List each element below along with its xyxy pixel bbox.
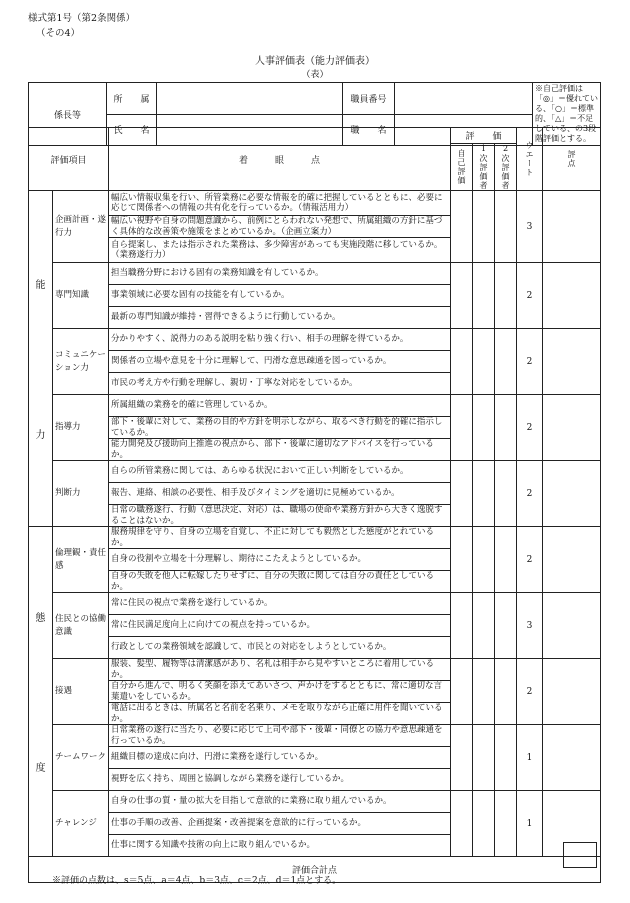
weight-value: 2: [517, 329, 543, 395]
first-eval-cell[interactable]: [473, 725, 495, 791]
affiliation-field[interactable]: [157, 83, 343, 115]
weight-value: 2: [517, 263, 543, 329]
weight-value: 2: [517, 461, 543, 527]
criterion: 自身の失敗を他人に転嫁したりせずに、自分の失敗に関しては自分の責任としているか。: [109, 571, 451, 593]
second-eval-cell[interactable]: [495, 593, 517, 659]
criterion: 所属組織の業務を的確に管理しているか。: [109, 395, 451, 417]
sub-number: （その4）: [36, 28, 81, 39]
item-name: 倫理観・責任感: [53, 527, 109, 593]
col-second: 2次評価者: [501, 144, 511, 190]
weight-value: 1: [517, 725, 543, 791]
col-weight: ウエート: [525, 141, 535, 177]
score-cell[interactable]: [543, 395, 601, 461]
weight-value: 2: [517, 659, 543, 725]
criterion: 関係者の立場や意見を十分に理解して、円滑な意思疎通を図っているか。: [109, 351, 451, 373]
criterion: 服務規律を守り、自身の立場を自覚し、不正に対しても毅然とした態度がとれているか。: [109, 527, 451, 549]
first-eval-cell[interactable]: [473, 659, 495, 725]
item-name: チームワーク: [53, 725, 109, 791]
criterion: 最新の専門知識が維持・習得できるように行動しているか。: [109, 307, 451, 329]
criterion: 自ら提案し、または指示された業務は、多少障害があっても実施段階に移しているか。（業務遂行力）: [109, 238, 451, 263]
item-name: 指導力: [53, 395, 109, 461]
score-cell[interactable]: [543, 593, 601, 659]
first-eval-cell[interactable]: [473, 395, 495, 461]
employee-no-label: 職員番号: [343, 83, 395, 115]
criterion: 担当職務分野における固有の業務知識を有しているか。: [109, 263, 451, 285]
criterion: 自身の役割や立場を十分理解し、期待にこたえようとしているか。: [109, 549, 451, 571]
item-name: 判断力: [53, 461, 109, 527]
item-name: 接遇: [53, 659, 109, 725]
criterion: 自分から進んで、明るく笑顔を添えてあいさつ、声かけをするとともに、常に適切な言葉遣いをしているか。: [109, 681, 451, 703]
employee-no-field[interactable]: [395, 83, 533, 115]
category-label: 態: [35, 613, 46, 624]
criterion: 組織目標の達成に向け、円滑に業務を遂行しているか。: [109, 747, 451, 769]
item-name: コミュニケーション力: [53, 329, 109, 395]
first-eval-cell[interactable]: [473, 791, 495, 857]
footnote: ※評価の点数は、s＝5点、a＝4点、b＝3点、c＝2点、d＝1点とする。: [52, 876, 342, 886]
weight-value: 2: [517, 527, 543, 593]
second-eval-cell[interactable]: [495, 725, 517, 791]
weight-value: 2: [517, 395, 543, 461]
self-eval-cell[interactable]: [451, 461, 473, 527]
criterion: 自らの所管業務に関しては、あらゆる状況において正しい判断をしているか。: [109, 461, 451, 483]
criterion: 分かりやすく、説得力のある説明を粘り強く行い、相手の理解を得ているか。: [109, 329, 451, 351]
self-eval-cell[interactable]: [451, 659, 473, 725]
self-eval-cell[interactable]: [451, 725, 473, 791]
self-eval-note: ※自己評価は「◎」＝優れている、「○」＝標準的、「△」＝不足している、の3段階評価とする。: [533, 83, 601, 146]
page-title: 人事評価表（能力評価表）: [255, 56, 375, 67]
category-cell: [29, 527, 53, 857]
col-item: 評価項目: [29, 128, 109, 191]
category-label: 力: [35, 430, 46, 441]
second-eval-cell[interactable]: [495, 395, 517, 461]
criterion: 幅広い情報収集を行い、所管業務に必要な情報を的確に把握しているとともに、必要に応じて関係者への情報の共有化を行っているか。（情報活用力）: [109, 191, 451, 216]
second-eval-cell[interactable]: [495, 191, 517, 263]
criterion: 常に住民の視点で業務を遂行しているか。: [109, 593, 451, 615]
criterion: 服装、髪型、履物等は清潔感があり、名札は相手から見やすいところに着用しているか。: [109, 659, 451, 681]
criterion: 市民の考え方や行動を理解し、親切・丁寧な対応をしているか。: [109, 373, 451, 395]
self-eval-cell[interactable]: [451, 593, 473, 659]
first-eval-cell[interactable]: [473, 593, 495, 659]
criterion: 仕事の手順の改善、企画提案・改善提案を意欲的に行っているか。: [109, 813, 451, 835]
first-eval-cell[interactable]: [473, 191, 495, 263]
criterion: 報告、連絡、相談の必要性、相手及びタイミングを適切に見極めているか。: [109, 483, 451, 505]
criterion: 日常の職務遂行、行動（意思決定、対応）は、職場の使命や業務方針から大きく逸脱することはないか。: [109, 505, 451, 527]
score-cell[interactable]: [543, 659, 601, 725]
category-cell: [29, 191, 53, 527]
page-subtitle: （表）: [301, 70, 329, 80]
score-cell[interactable]: [543, 461, 601, 527]
second-eval-cell[interactable]: [495, 263, 517, 329]
first-eval-cell[interactable]: [473, 527, 495, 593]
evaluation-table: [28, 127, 601, 883]
score-cell[interactable]: [543, 329, 601, 395]
score-cell[interactable]: [543, 527, 601, 593]
item-name: 住民との協働意識: [53, 593, 109, 659]
criterion: 日常業務の遂行に当たり、必要に応じて上司や部下・後輩・同僚との協力や意思疎通を行っているか。: [109, 725, 451, 747]
category-label: 度: [35, 763, 46, 774]
col-self: 自己評価: [457, 149, 467, 185]
item-name: 企画計画・遂行力: [53, 191, 109, 263]
score-cell[interactable]: [543, 725, 601, 791]
criterion: 行政としての業務領域を認識して、市民との対応をしようとしているか。: [109, 637, 451, 659]
second-eval-cell[interactable]: [495, 329, 517, 395]
self-eval-cell[interactable]: [451, 329, 473, 395]
criterion: 能力開発及び援助向上推進の視点から、部下・後輩に適切なアドバイスを行っているか。: [109, 439, 451, 461]
item-name: チャレンジ: [53, 791, 109, 857]
first-eval-cell[interactable]: [473, 461, 495, 527]
col-score: 評点: [567, 150, 577, 168]
position-label: 職 名: [343, 114, 395, 146]
self-eval-cell[interactable]: [451, 395, 473, 461]
self-eval-cell[interactable]: [451, 191, 473, 263]
total-score-box[interactable]: [563, 842, 597, 868]
criterion: 自身の仕事の質・量の拡大を目指して意欲的に業務に取り組んでいるか。: [109, 791, 451, 813]
criterion: 事業領域に必要な固有の技能を有しているか。: [109, 285, 451, 307]
affiliation-label: 所 属: [107, 83, 157, 115]
col-evaluation: 評 価: [451, 128, 517, 144]
weight-value: 3: [517, 191, 543, 263]
criterion: 仕事に関する知識や技術の向上に取り組んでいるか。: [109, 835, 451, 857]
criterion: 視野を広く持ち、周囲と協調しながら業務を遂行しているか。: [109, 769, 451, 791]
second-eval-cell[interactable]: [495, 791, 517, 857]
second-eval-cell[interactable]: [495, 527, 517, 593]
criterion: 常に住民満足度向上に向けての視点を持っているか。: [109, 615, 451, 637]
weight-value: 3: [517, 593, 543, 659]
criterion: 電話に出るときは、所属名と名前を名乗り、メモを取りながら正確に用件を聞いているか。: [109, 703, 451, 725]
col-first: 1次評価者: [479, 144, 489, 190]
first-eval-cell[interactable]: [473, 263, 495, 329]
score-cell[interactable]: [543, 263, 601, 329]
criterion: 部下・後輩に対して、業務の目的や方針を明示しながら、取るべき行動を的確に指示しているか。: [109, 417, 451, 439]
self-eval-cell[interactable]: [451, 263, 473, 329]
self-eval-cell[interactable]: [451, 527, 473, 593]
total-label: 評価合計点: [29, 857, 601, 883]
first-eval-cell[interactable]: [473, 329, 495, 395]
second-eval-cell[interactable]: [495, 659, 517, 725]
weight-value: 1: [517, 791, 543, 857]
second-eval-cell[interactable]: [495, 461, 517, 527]
item-name: 専門知識: [53, 263, 109, 329]
form-number: 様式第1号（第2条関係）: [28, 13, 136, 24]
self-eval-cell[interactable]: [451, 791, 473, 857]
criterion: 幅広い視野や自身の問題意識から、前例にとらわれない発想で、所属組織の方針に基づく具体的な改善策や施策をまとめているか。（企画立案力）: [109, 216, 451, 238]
name-label: 氏 名: [107, 114, 157, 146]
rank-label: 係長等: [29, 83, 107, 146]
category-label: 能: [35, 280, 46, 291]
score-cell[interactable]: [543, 191, 601, 263]
col-focus: 着 眼 点: [109, 128, 451, 191]
